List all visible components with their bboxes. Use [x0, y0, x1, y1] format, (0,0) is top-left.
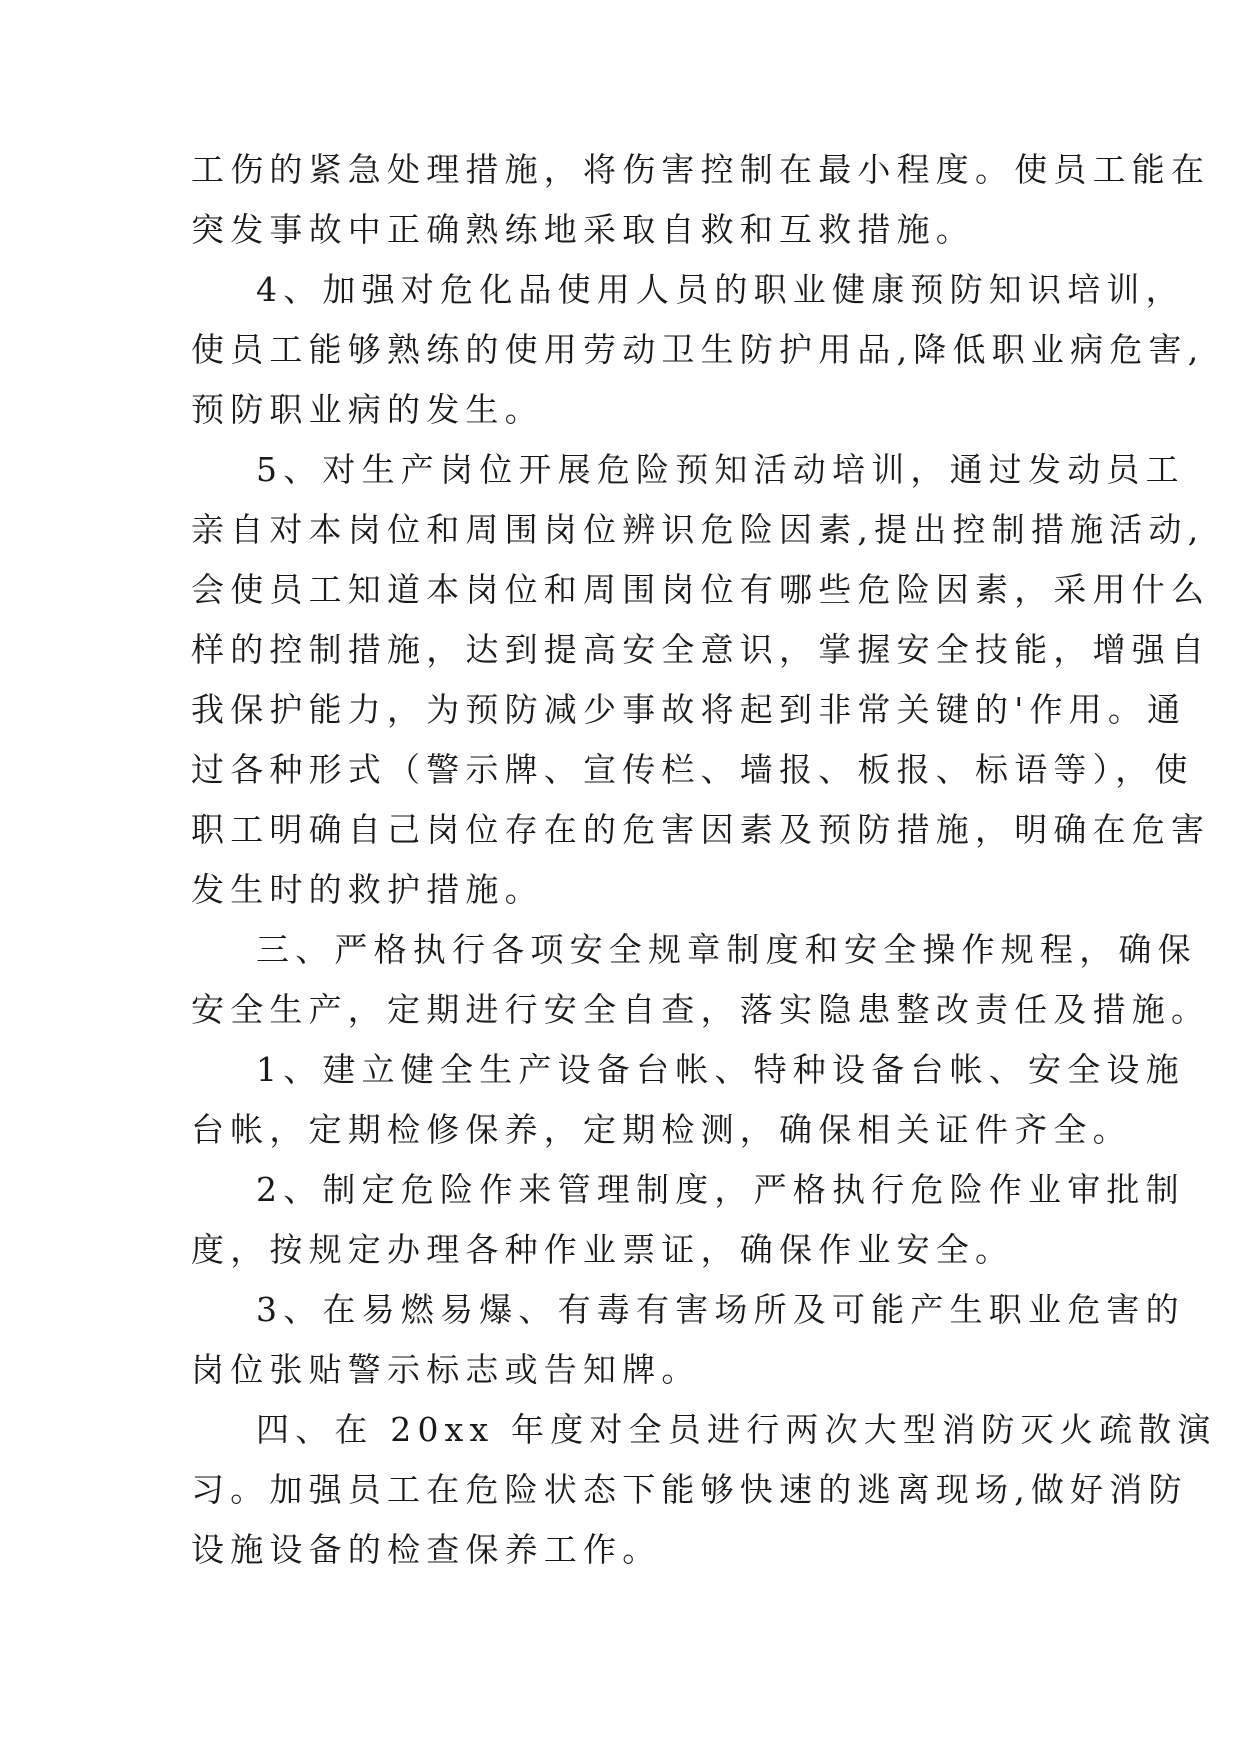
text-line: 我保护能力，为预防减少事故将起到非常关键的'作用。通	[191, 690, 1187, 729]
text-line: 预防职业病的发生。	[191, 390, 544, 429]
paragraph-item-1-line: 1、建立健全生产设备台帐、特种设备台帐、安全设施	[256, 1050, 1185, 1089]
text-line: 台帐，定期检修保养，定期检测，确保相关证件齐全。	[191, 1110, 1132, 1149]
text-line: 亲自对本岗位和周围岗位辨识危险因素,提出控制措施活动,	[191, 510, 1205, 549]
text-line: 习。加强员工在危险状态下能够快速的逃离现场,做好消防	[191, 1470, 1188, 1509]
text-line: 度，按规定办理各种作业票证，确保作业安全。	[191, 1230, 1015, 1269]
text-line: 工伤的紧急处理措施，将伤害控制在最小程度。使员工能在	[191, 150, 1211, 189]
text-line: 突发事故中正确熟练地采取自救和互救措施。	[191, 210, 975, 249]
text-line: 样的控制措施，达到提高安全意识，掌握安全技能，增强自	[191, 630, 1211, 669]
document-body	[191, 140, 1217, 1580]
text-line: 设施设备的检查保养工作。	[191, 1530, 662, 1569]
paragraph-item-2-line: 2、制定危险作来管理制度，严格执行危险作业审批制	[256, 1170, 1185, 1209]
section-four-heading-line: 四、在 20xx 年度对全员进行两次大型消防灭火疏散演	[256, 1410, 1217, 1449]
text-line: 会使员工知道本岗位和周围岗位有哪些危险因素，采用什么	[191, 570, 1211, 609]
text-line: 使员工能够熟练的使用劳动卫生防护用品,降低职业病危害,	[191, 330, 1205, 369]
text-line: 职工明确自己岗位存在的危害因素及预防措施，明确在危害	[191, 810, 1211, 849]
text-line: 安全生产，定期进行安全自查，落实隐患整改责任及措施。	[191, 990, 1211, 1029]
text-line: 发生时的救护措施。	[191, 870, 544, 909]
text-line: 过各种形式（警示牌、宣传栏、墙报、板报、标语等），使	[191, 750, 1194, 789]
paragraph-item-5-line: 5、对生产岗位开展危险预知活动培训，通过发动员工	[256, 450, 1185, 489]
paragraph-item-4-line: 4、加强对危化品使用人员的职业健康预防知识培训，	[256, 270, 1185, 309]
section-three-heading-line: 三、严格执行各项安全规章制度和安全操作规程，确保	[256, 930, 1197, 969]
text-line: 岗位张贴警示标志或告知牌。	[191, 1350, 701, 1389]
paragraph-item-3-line: 3、在易燃易爆、有毒有害场所及可能产生职业危害的	[256, 1290, 1185, 1329]
